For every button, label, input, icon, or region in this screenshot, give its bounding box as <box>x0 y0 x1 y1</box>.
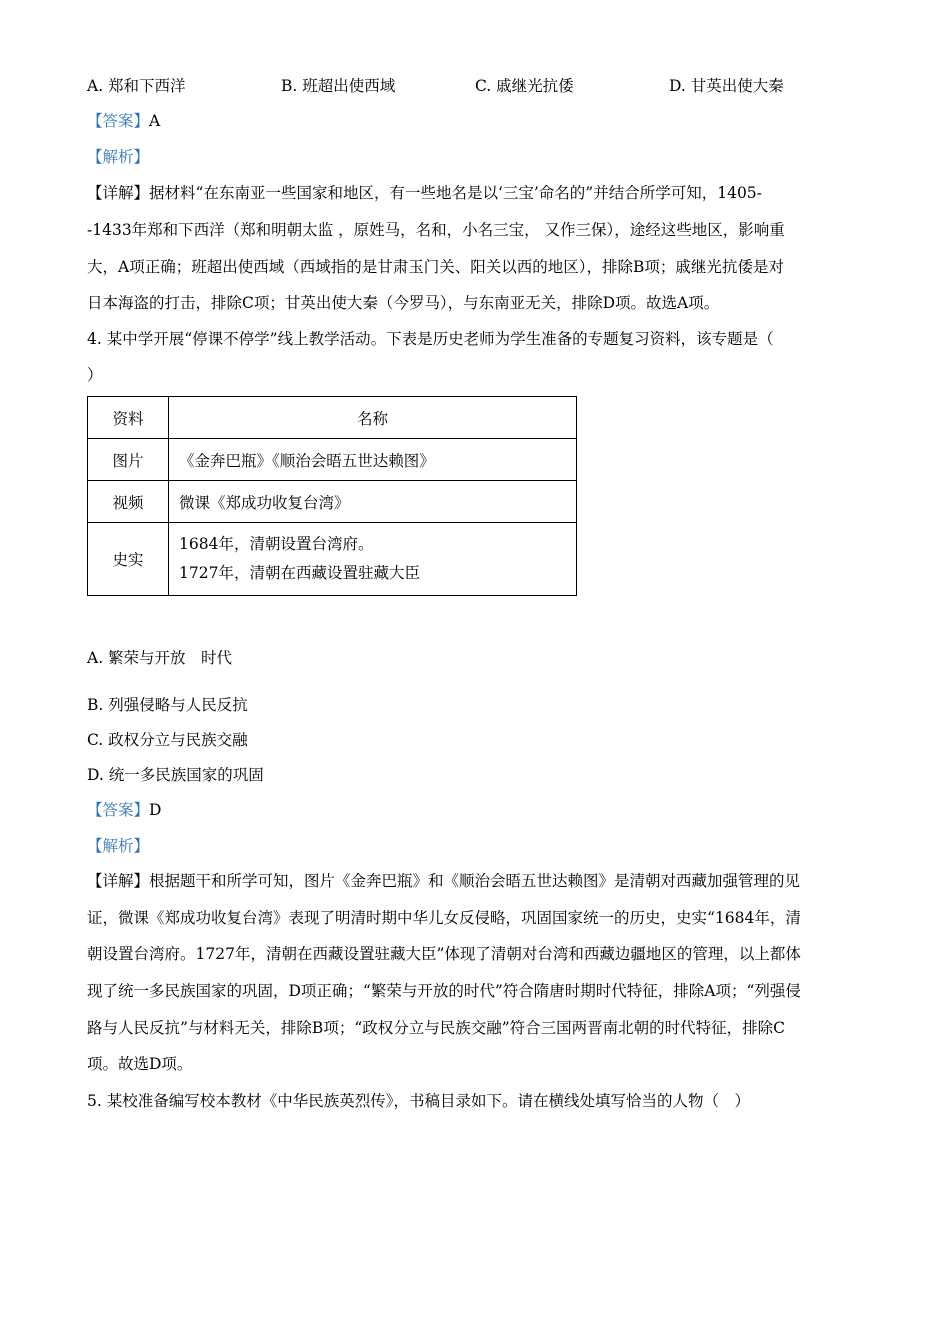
q4-detail-line: 证，微课《郑成功收复台湾》表现了明清时期中华儿女反侵略，巩固国家统一的历史，史实“1684年，清 <box>87 909 801 927</box>
table-cell-content: 《金奔巴瓶》《顺治会晤五世达赖图》 <box>169 439 577 481</box>
q4-detail-line: 现了统一多民族国家的巩固，D项正确；“繁荣与开放的时代”符合隋唐时期时代特征，排除A项；“列强侵 <box>87 982 801 1000</box>
table-header-row <box>88 397 577 439</box>
table-header-name: 名称 <box>169 397 577 439</box>
fact-line: 1727年，清朝在西藏设置驻藏大臣 <box>179 564 420 582</box>
q4-detail-line <box>87 870 800 892</box>
q4-stem: 4. 某中学开展“停课不停学”线上教学活动。下表是历史老师为学生准备的专题复习资料，该专题是（ <box>87 330 774 348</box>
q4-stem: ） <box>87 366 103 384</box>
answer-value: D <box>149 801 162 819</box>
q3-detail-line: -1433年郑和下西洋（郑和明朝太监 ，原姓马，名和，小名三宝， 又作三保），途经这些地区，影响重 <box>87 221 785 239</box>
q4-option-a: A. 繁荣与开放 时代 <box>87 649 233 667</box>
q4-detail-line: 朝设置台湾府。1727年，清朝在西藏设置驻藏大臣”体现了清朝对台湾和西藏边疆地区的管理，以上都体 <box>87 945 801 963</box>
q4-option-c: C. 政权分立与民族交融 <box>87 731 248 749</box>
detail-tag: 【详解】 <box>87 184 150 202</box>
q4-option-d: D. 统一多民族国家的巩固 <box>87 766 264 784</box>
table-cell-type: 史实 <box>88 523 169 596</box>
q4-analysis-tag: 【解析】 <box>87 837 150 855</box>
q3-detail-line: 日本海盗的打击，排除C项；甘英出使大秦（今罗马），与东南亚无关，排除D项。故选A项。 <box>87 294 720 312</box>
q5-stem: 5. 某校准备编写校本教材《中华民族英烈传》，书稿目录如下。请在横线处填写恰当的人物（ ） <box>87 1092 750 1110</box>
q3-option-a: A. 郑和下西洋 <box>87 77 186 95</box>
answer-tag: 【答案】 <box>87 801 150 819</box>
q4-detail-line: 项。故选D项。 <box>87 1055 193 1073</box>
q3-detail-line <box>87 182 762 204</box>
table-row <box>88 523 577 596</box>
q3-answer-line <box>87 110 160 132</box>
q3-detail-line: 大，A项正确；班超出使西域（西域指的是甘肃玉门关、阳关以西的地区），排除B项；戚继光抗倭是对 <box>87 258 784 276</box>
table-row <box>88 481 577 523</box>
q3-option-b: B. 班超出使西域 <box>281 77 396 95</box>
answer-value: A <box>149 112 161 130</box>
q4-option-b: B. 列强侵略与人民反抗 <box>87 696 248 714</box>
q3-option-c: C. 戚继光抗倭 <box>475 77 574 95</box>
table-cell-type: 视频 <box>88 481 169 523</box>
fact-line: 1684年，清朝设置台湾府。 <box>179 535 374 553</box>
q4-material-table <box>87 396 577 596</box>
q3-option-d: D. 甘英出使大秦 <box>669 77 784 95</box>
answer-tag: 【答案】 <box>87 112 150 130</box>
detail-text: 根据题干和所学可知，图片《金奔巴瓶》和《顺治会晤五世达赖图》是清朝对西藏加强管理的见 <box>149 872 801 890</box>
table-header-type: 资料 <box>88 397 169 439</box>
table-row <box>88 439 577 481</box>
q4-detail-line: 路与人民反抗”与材料无关，排除B项；“政权分立与民族交融”符合三国两晋南北朝的时代特征，排除C <box>87 1019 786 1037</box>
table-cell-content <box>169 523 577 596</box>
q3-analysis-tag: 【解析】 <box>87 148 150 166</box>
detail-text: 据材料“在东南亚一些国家和地区，有一些地名是以‘三宝’命名的”并结合所学可知，1405- <box>149 184 762 202</box>
table-cell-type: 图片 <box>88 439 169 481</box>
table-cell-content: 微课《郑成功收复台湾》 <box>169 481 577 523</box>
q4-answer-line <box>87 799 161 821</box>
detail-tag: 【详解】 <box>87 872 150 890</box>
